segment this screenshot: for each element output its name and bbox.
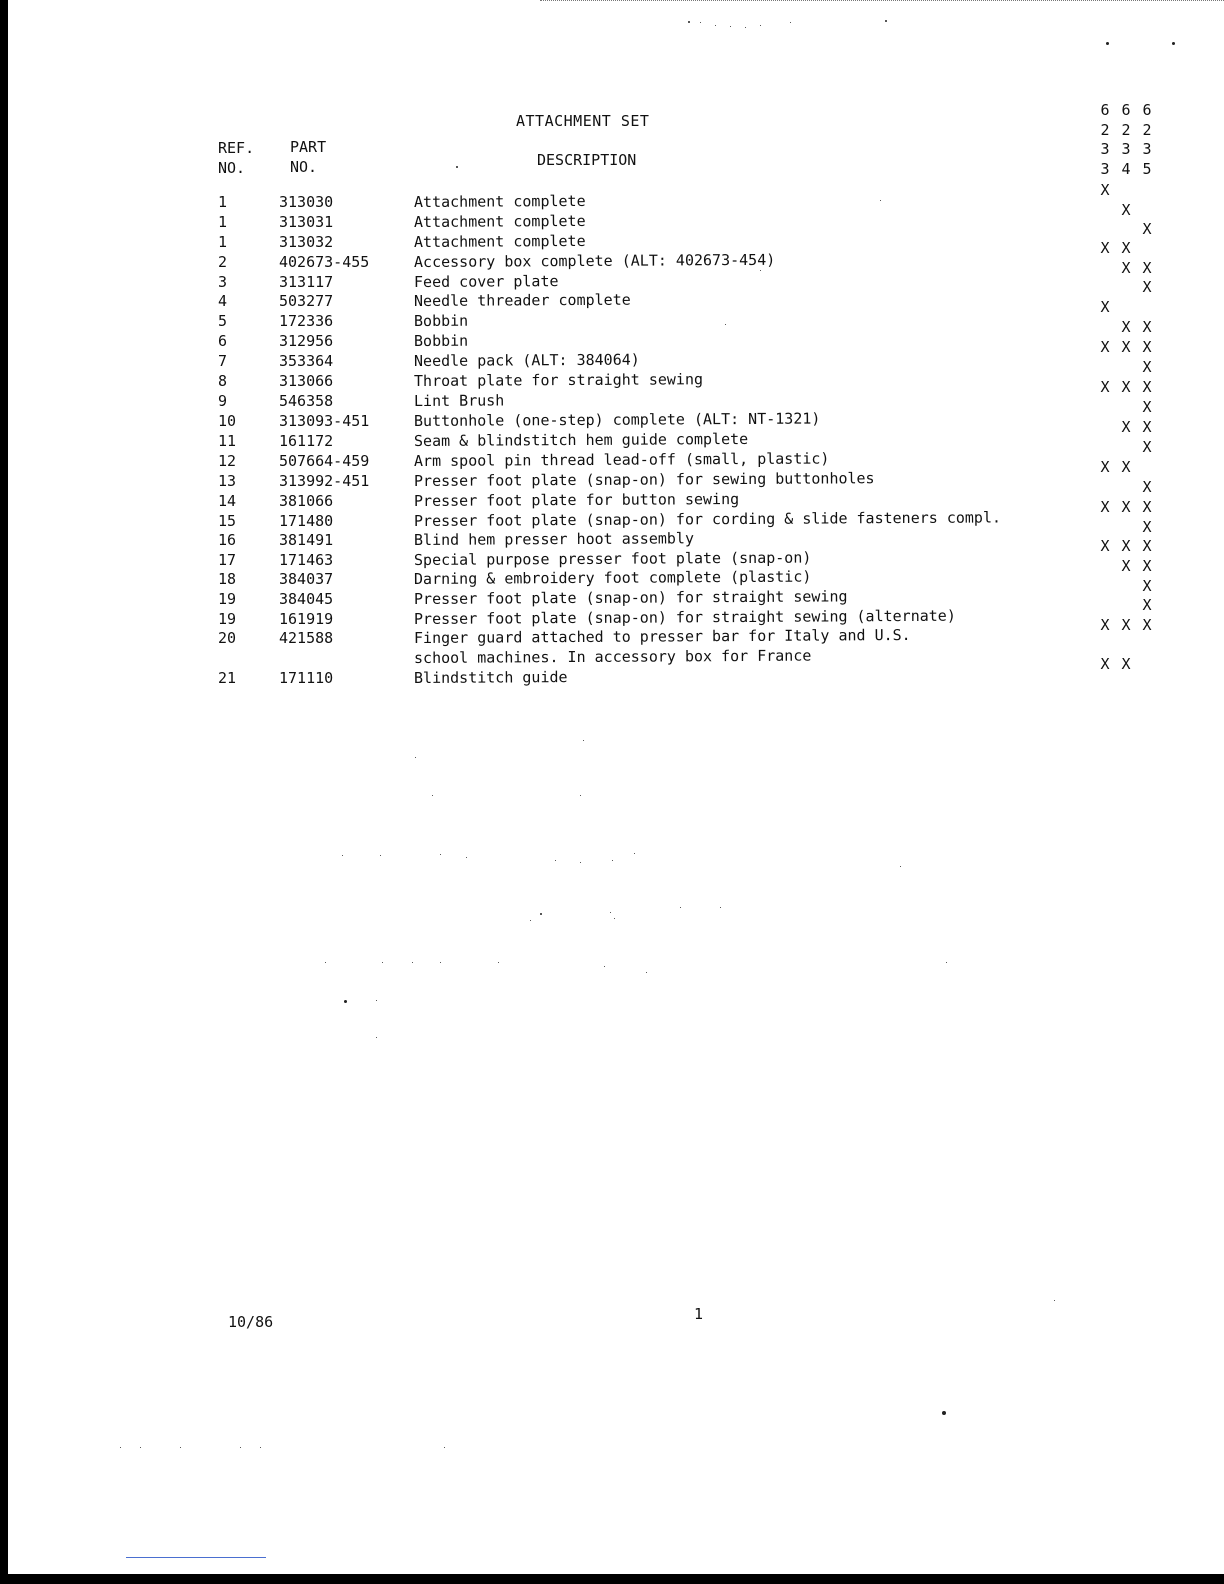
table-row (218, 625, 1088, 649)
model-mark: X (1142, 378, 1152, 396)
scan-speck (900, 866, 901, 867)
part-description: Presser foot plate (snap-on) for straight sewing (alternate) (413, 606, 956, 628)
ref-number: 18 (218, 570, 237, 588)
scan-speck (688, 21, 690, 23)
scan-speck (720, 907, 721, 908)
model-digit: 4 (1121, 159, 1131, 178)
scan-speck (555, 860, 556, 861)
part-description: Accessory box complete (ALT: 402673-454) (413, 250, 776, 271)
ref-number: 19 (218, 590, 237, 608)
part-description: Presser foot plate for button sewing (413, 490, 740, 510)
scan-speck (380, 855, 381, 856)
part-header-line2: NO. (290, 158, 318, 176)
part-description: Needle pack (ALT: 384064) (413, 350, 640, 370)
part-description: Bobbin (413, 331, 469, 350)
ref-number: 17 (218, 551, 237, 569)
scan-edge-top (540, 0, 1224, 2)
part-description: Bobbin (413, 311, 469, 330)
part-description: Seam & blindstitch hem guide complete (413, 429, 749, 450)
scan-speck (120, 1447, 121, 1448)
part-number: 313117 (279, 273, 334, 291)
table-row (218, 429, 1088, 452)
model-mark: X (1142, 338, 1152, 356)
part-number: 402673-455 (279, 253, 370, 271)
table-row (218, 332, 1088, 352)
scan-speck (432, 795, 433, 796)
scan-speck (376, 1037, 377, 1038)
scan-speck (456, 166, 458, 168)
model-digit: 3 (1142, 140, 1152, 158)
table-row (218, 273, 1088, 293)
model-digit: 2 (1142, 120, 1152, 139)
scan-speck (580, 862, 581, 863)
model-digit: 3 (1100, 159, 1110, 178)
part-description: Feed cover plate (413, 272, 559, 291)
ref-number: 20 (218, 629, 237, 647)
scan-speck (790, 22, 791, 23)
part-description: Buttonhole (one-step) complete (ALT: NT-1321) (413, 409, 821, 430)
ref-number: 6 (218, 332, 228, 350)
model-mark: X (1142, 438, 1152, 456)
model-mark: X (1121, 655, 1131, 673)
scan-speck (1106, 42, 1109, 45)
scan-speck (760, 25, 761, 26)
scan-speck (498, 962, 499, 963)
part-description: Special purpose presser foot plate (snap-on) (413, 548, 812, 569)
part-number: 381491 (279, 531, 334, 549)
scan-speck (344, 1000, 347, 1003)
part-description: Presser foot plate (snap-on) for cording & slide fasteners compl. (413, 508, 1002, 530)
model-mark: X (1142, 577, 1152, 595)
part-number: 172336 (279, 312, 334, 330)
part-description: Darning & embroidery foot complete (plastic) (413, 567, 812, 588)
model-mark: X (1142, 616, 1152, 634)
part-description: Blindstitch guide (413, 668, 568, 687)
model-mark: X (1100, 181, 1110, 199)
scan-speck (610, 912, 611, 913)
model-mark: X (1142, 278, 1152, 296)
scan-speck (946, 962, 947, 963)
scan-speck (583, 740, 584, 741)
part-number: 421588 (279, 629, 334, 647)
scan-speck (382, 962, 383, 963)
model-mark: X (1121, 259, 1131, 277)
ref-number: 12 (218, 452, 237, 470)
table-row (218, 409, 1088, 432)
ref-number: 10 (218, 412, 237, 430)
table-row (218, 392, 1088, 412)
ref-number: 5 (218, 312, 228, 330)
part-description: Presser foot plate (snap-on) for straight sewing (413, 587, 848, 608)
part-header-line1: PART (290, 138, 327, 156)
scan-speck (745, 27, 746, 28)
model-digit: 6 (1142, 101, 1152, 119)
part-description: Attachment complete (413, 231, 586, 251)
ref-number: 1 (218, 233, 228, 251)
model-mark: X (1121, 458, 1131, 476)
scan-speck (580, 795, 581, 796)
table-row (218, 469, 1088, 492)
model-mark: X (1142, 358, 1152, 376)
model-mark: X (1121, 378, 1131, 396)
scan-speck (440, 854, 441, 855)
scan-speck (466, 857, 467, 858)
table-row (218, 352, 1088, 372)
part-number: 312956 (279, 332, 334, 350)
model-mark: X (1100, 655, 1110, 673)
model-mark: X (1100, 498, 1110, 516)
table-row (218, 193, 1088, 213)
table-row (218, 567, 1088, 590)
footer-date: 10/86 (228, 1313, 274, 1331)
scan-speck (634, 853, 635, 854)
ref-number: 4 (218, 292, 228, 310)
part-number: 313032 (279, 233, 334, 251)
ref-number: 9 (218, 392, 228, 410)
ref-number: 1 (218, 213, 228, 231)
part-number: 384045 (279, 590, 334, 608)
ref-number: 7 (218, 352, 228, 370)
model-mark: X (1142, 498, 1152, 516)
scan-speck (140, 1447, 141, 1448)
scan-speck (180, 1447, 181, 1448)
model-digit: 5 (1142, 159, 1152, 178)
part-number: 171110 (279, 669, 334, 687)
scan-speck (540, 913, 542, 915)
model-mark: X (1121, 338, 1131, 356)
part-number: 507664-459 (279, 452, 370, 470)
scan-speck (415, 757, 416, 758)
model-digit: 6 (1100, 101, 1110, 119)
table-row (218, 372, 1088, 392)
part-number: 381066 (279, 492, 334, 510)
part-number: 503277 (279, 292, 334, 310)
ref-number: 11 (218, 432, 237, 450)
table-row (218, 250, 1088, 273)
model-mark: X (1100, 338, 1110, 356)
model-mark: X (1142, 259, 1152, 277)
part-description: Throat plate for straight sewing (413, 370, 704, 390)
model-mark: X (1100, 537, 1110, 555)
scan-edge-left (0, 0, 8, 1584)
part-number: 384037 (279, 570, 334, 588)
part-description: Needle threader complete (413, 290, 631, 310)
description-header: DESCRIPTION (537, 151, 637, 169)
model-mark: X (1142, 537, 1152, 555)
scan-speck (730, 26, 731, 27)
model-mark: X (1121, 537, 1131, 555)
model-mark: X (1142, 418, 1152, 436)
table-row (218, 669, 1088, 689)
part-number: 171480 (279, 512, 334, 530)
model-mark: X (1121, 239, 1131, 257)
part-number: 161172 (279, 432, 334, 450)
ref-number: 14 (218, 492, 237, 510)
model-mark: X (1100, 378, 1110, 396)
scan-speck (440, 962, 441, 963)
scan-speck (260, 1447, 261, 1448)
part-description: Arm spool pin thread lead-off (small, plastic) (413, 449, 830, 470)
part-description: Attachment complete (413, 191, 586, 211)
model-mark: X (1142, 478, 1152, 496)
model-mark: X (1121, 498, 1131, 516)
ref-number: 13 (218, 472, 237, 490)
part-number: 171463 (279, 551, 334, 569)
scan-speck (942, 1411, 946, 1415)
table-row (218, 292, 1088, 312)
ref-number: 19 (218, 610, 237, 628)
model-mark: X (1142, 596, 1152, 614)
part-description: school machines. In accessory box for France (413, 646, 812, 667)
scan-speck (530, 920, 531, 921)
model-digit: 6 (1121, 101, 1131, 119)
model-digit: 2 (1121, 120, 1131, 139)
table-row (218, 213, 1088, 233)
scan-speck (325, 962, 326, 963)
page-number: 1 (694, 1305, 704, 1323)
scan-artifact-line (126, 1557, 266, 1558)
model-mark: X (1142, 557, 1152, 575)
scan-speck (240, 1447, 241, 1448)
part-description: Attachment complete (413, 211, 586, 231)
ref-number: 3 (218, 273, 228, 291)
model-mark: X (1142, 398, 1152, 416)
scan-speck (1172, 42, 1175, 45)
model-mark: X (1142, 518, 1152, 536)
model-digit: 3 (1100, 140, 1110, 158)
table-row (218, 449, 1088, 472)
ref-number: 2 (218, 253, 228, 271)
model-mark: X (1121, 201, 1131, 219)
scan-speck (646, 972, 647, 973)
model-mark: X (1121, 616, 1131, 634)
part-description: Presser foot plate (snap-on) for sewing buttonholes (413, 469, 875, 490)
part-number: 313031 (279, 213, 334, 231)
ref-header-line2: NO. (218, 159, 246, 177)
scan-speck (1054, 1300, 1055, 1301)
table-row (218, 531, 1088, 551)
scan-speck (412, 962, 413, 963)
model-mark: X (1121, 418, 1131, 436)
part-number: 313093-451 (279, 412, 370, 430)
model-mark: X (1100, 298, 1110, 316)
model-mark: X (1142, 318, 1152, 336)
model-mark: X (1100, 239, 1110, 257)
table-row (218, 233, 1088, 253)
ref-number: 1 (218, 193, 228, 211)
scan-speck (342, 855, 343, 856)
ref-number: 8 (218, 372, 228, 390)
model-digit: 3 (1121, 140, 1131, 158)
model-mark: X (1121, 557, 1131, 575)
part-number: 313030 (279, 193, 334, 211)
scan-edge-bottom (0, 1574, 1224, 1584)
scan-speck (604, 966, 605, 967)
scan-speck (612, 860, 613, 861)
part-number: 313992-451 (279, 472, 370, 490)
scan-speck (444, 1447, 445, 1448)
part-description: Lint Brush (413, 391, 505, 410)
page-title: ATTACHMENT SET (516, 112, 650, 130)
scan-speck (680, 907, 681, 908)
scan-speck (885, 20, 887, 22)
part-number: 161919 (279, 610, 334, 628)
model-mark: X (1100, 458, 1110, 476)
part-number: 353364 (279, 352, 334, 370)
ref-number: 16 (218, 531, 237, 549)
scan-speck (715, 25, 716, 26)
model-mark: X (1100, 616, 1110, 634)
table-row (218, 587, 1088, 610)
table-row (218, 646, 1088, 669)
part-number: 546358 (279, 392, 334, 410)
scan-speck (376, 1000, 377, 1001)
part-description: Finger guard attached to presser bar for Italy and U.S. (413, 625, 911, 647)
model-mark: X (1142, 220, 1152, 238)
ref-number: 15 (218, 512, 237, 530)
table-row (218, 312, 1088, 332)
ref-header-line1: REF. (218, 139, 255, 157)
scan-speck (700, 22, 701, 23)
scan-speck (614, 918, 615, 919)
part-number: 313066 (279, 372, 334, 390)
model-digit: 2 (1100, 120, 1110, 139)
part-description: Blind hem presser hoot assembly (413, 529, 695, 549)
ref-number: 21 (218, 669, 237, 687)
model-mark: X (1121, 318, 1131, 336)
